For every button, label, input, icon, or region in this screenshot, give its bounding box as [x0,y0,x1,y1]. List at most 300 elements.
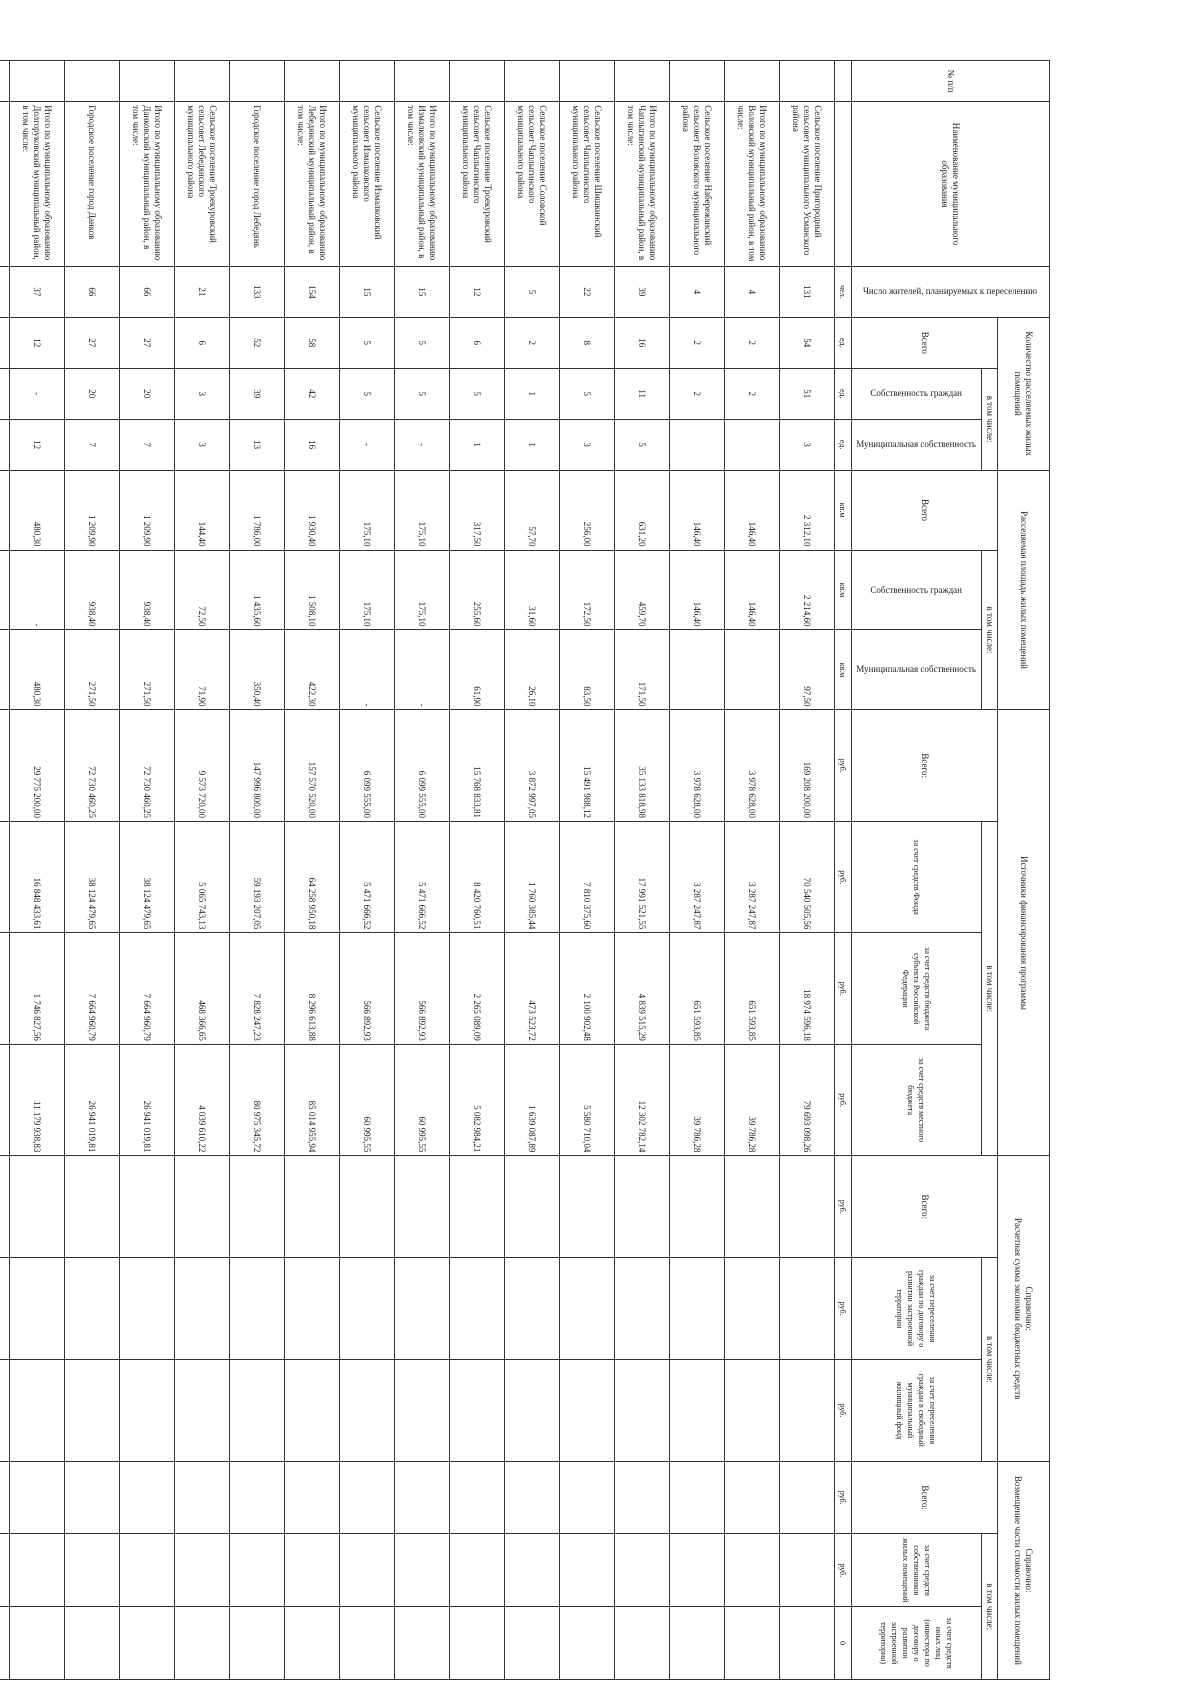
cell-empty [670,1461,725,1534]
count-group-label: Количество расселяемых жилых помещений [1013,331,1035,457]
cell-area-total: 175,10 [395,470,450,550]
area-group-header [998,470,1050,710]
cell-empty [175,1258,230,1360]
cell-empty [175,1534,230,1607]
cell-area-citizens: 146,40 [670,550,725,630]
cell-empty [65,1461,120,1534]
cell-empty [230,61,285,102]
area-inthat-header [982,550,998,710]
cell-citizens: 11 [615,368,670,419]
cell-empty [10,1359,65,1461]
area-citizens-header [852,550,982,630]
ref1-econ2-label: за счет переселения граждан в свободный муниципальный жилищный фонд [895,1373,938,1447]
cell-residents: 131 [780,266,835,317]
cell-citizens [0,368,10,419]
cell-empty [285,1258,340,1360]
cell-empty [175,1461,230,1534]
cell-empty [780,1534,835,1607]
cell-fin-fund: 7 810 375,60 [560,821,615,932]
count-total-header [852,317,998,368]
cell-fin-total: 15 491 988,12 [560,710,615,821]
unit-cell: ед. [835,419,852,470]
cell-total [0,317,10,368]
cell-name: Итого по муниципальному образованию Долгоруковский муниципальный район, в том числе: [10,102,65,267]
cell-municipal: 1 [505,419,560,470]
cell-fin-fund: 3 287 247,87 [670,821,725,932]
cell-area-municipal [670,630,725,710]
cell-empty [560,1258,615,1360]
cell-fin-local: 26 941 019,81 [65,1044,120,1156]
cell-fin-local: 11 179 938,83 [10,1044,65,1156]
cell-citizens: 5 [340,368,395,419]
cell-empty [560,1359,615,1461]
cell-fin-fund: 38 124 479,65 [120,821,175,932]
cell-municipal: - [395,419,450,470]
unit-cell [835,61,852,102]
cell-empty [670,1359,725,1461]
cell-empty [340,1258,395,1360]
cell-empty [65,61,120,102]
cell-area-citizens: - [10,550,65,630]
fin-inthat-label: в том числе: [985,965,995,1013]
cell-total: 5 [340,317,395,368]
cell-area-total: 175,10 [340,470,395,550]
cell-empty [65,1607,120,1680]
count-citizens-header [852,368,982,419]
cell-area-total: 57,70 [505,470,560,550]
cell-residents: 66 [120,266,175,317]
col-residents-header [852,266,1050,317]
cell-area-total: 317,50 [450,470,505,550]
cell-fin-total: 3 978 628,00 [725,710,780,821]
cell-fin-local: 60 995,55 [340,1044,395,1156]
table-rotated-container [21,60,1050,1680]
ref2-comp2-header [852,1607,982,1680]
cell-empty [505,1258,560,1360]
cell-citizens: 39 [230,368,285,419]
cell-municipal: 12 [10,419,65,470]
ref2-inthat-header [982,1534,998,1680]
cell-area-citizens: 175,10 [395,550,450,630]
cell-fin-fund: 5 471 666,52 [395,821,450,932]
ref1-total-label: Всего: [920,1194,930,1220]
cell-fin-local: 79 693 098,26 [780,1044,835,1156]
cell-empty [0,1534,10,1607]
cell-empty [395,1607,450,1680]
cell-fin-subject: 2 265 089,09 [450,933,505,1044]
cell-empty [450,1607,505,1680]
cell-empty [780,1258,835,1360]
count-inthat-header [982,368,998,470]
cell-empty [285,1607,340,1680]
ref1-inthat-label: в том числе: [985,1336,995,1383]
cell-empty [10,1461,65,1534]
resettlement-table [0,60,1050,1680]
cell-empty [505,1461,560,1534]
cell-total: 2 [670,317,725,368]
cell-residents: 154 [285,266,340,317]
cell-fin-subject: 7 664 960,79 [120,933,175,1044]
cell-name: Итого по муниципальному образованию Воловский муниципальный район, в том числе: [725,102,780,267]
cell-fin-total: 35 133 818,98 [615,710,670,821]
ref2-comp2-label: за счет средств иных лиц (инвестора по договору о развитии застроенной территории) [879,1617,954,1669]
cell-total: 12 [10,317,65,368]
cell-fin-local [0,1044,10,1156]
unit-cell: кв.м [835,630,852,710]
cell-fin-total: 72 730 460,25 [120,710,175,821]
cell-empty [0,1359,10,1461]
cell-fin-fund: 5 471 666,52 [340,821,395,932]
cell-empty [340,1607,395,1680]
area-total-label: Всего [920,498,930,522]
cell-empty [780,1156,835,1258]
unit-cell: руб. [835,821,852,932]
cell-empty [395,61,450,102]
cell-municipal: 5 [615,419,670,470]
cell-citizens: 5 [560,368,615,419]
cell-area-total: 146,40 [670,470,725,550]
cell-empty [340,61,395,102]
cell-empty [505,1534,560,1607]
table-row [175,61,230,1680]
cell-empty [395,1534,450,1607]
cell-fin-fund: 17 991 521,55 [615,821,670,932]
cell-municipal: 7 [120,419,175,470]
cell-fin-local: 12 302 782,14 [615,1044,670,1156]
cell-fin-total [0,710,10,821]
cell-empty [670,1156,725,1258]
cell-name: Итого по муниципальному образованию Данковский муниципальный район, в том числе: [120,102,175,267]
unit-cell: ед. [835,368,852,419]
cell-empty [340,1461,395,1534]
cell-empty [120,61,175,102]
cell-empty [65,1156,120,1258]
ref2-total-label: Всего: [920,1485,930,1510]
cell-empty [0,1607,10,1680]
cell-empty [10,61,65,102]
unit-cell: чел. [835,266,852,317]
cell-empty [725,61,780,102]
cell-area-total: 256,00 [560,470,615,550]
cell-fin-subject: 651 593,85 [670,933,725,1044]
cell-residents: 133 [230,266,285,317]
unit-cell: ед. [835,317,852,368]
cell-fin-fund: 1 760 385,44 [505,821,560,932]
unit-cell: руб. [835,1044,852,1156]
cell-empty [450,1258,505,1360]
cell-empty [560,61,615,102]
cell-fin-total: 147 996 800,00 [230,710,285,821]
cell-empty [505,1156,560,1258]
cell-total: 8 [560,317,615,368]
cell-area-municipal: - [395,630,450,710]
cell-empty [725,1359,780,1461]
cell-name: Сельское поселение Шишкинский сельсовет Чаплыгинского муниципального района [560,102,615,267]
cell-fin-local: 26 941 019,81 [120,1044,175,1156]
cell-citizens: 20 [120,368,175,419]
area-municipal-label: Муниципальная собственность [856,664,977,675]
cell-empty [615,1258,670,1360]
cell-citizens: 51 [780,368,835,419]
cell-fin-subject: 651 593,85 [725,933,780,1044]
cell-empty [175,1607,230,1680]
cell-fin-fund: 8 420 760,51 [450,821,505,932]
cell-name: Итого по муниципальному образованию Лебедянский муниципальный район, в том числе: [285,102,340,267]
cell-empty [0,61,10,102]
table-row [615,61,670,1680]
cell-empty [285,1534,340,1607]
ref2-sub-label: Возмещение части стоимости жилых помещений [1013,1475,1024,1665]
cell-name: Итого по муниципальному образованию Измалковский муниципальный район, в том числе: [395,102,450,267]
cell-empty [725,1258,780,1360]
cell-area-total: 1 209,90 [120,470,175,550]
cell-area-citizens: 255,60 [450,550,505,630]
cell-fin-subject: 473 523,72 [505,933,560,1044]
rotated-table-area [21,60,1050,1680]
cell-fin-fund: 64 258 950,18 [285,821,340,932]
cell-area-municipal: 71,90 [175,630,230,710]
cell-fin-total: 15 768 833,81 [450,710,505,821]
cell-name: Городское поселение город Лебедянь [230,102,285,267]
cell-fin-local: 5 082 984,21 [450,1044,505,1156]
cell-name: Итого по муниципальному образованию Чаплыгинский муниципальный район, в том числе: [615,102,670,267]
cell-municipal: 3 [780,419,835,470]
cell-empty [340,1359,395,1461]
count-municipal-header [852,419,982,470]
cell-municipal [725,419,780,470]
cell-area-citizens: 2 214,60 [780,550,835,630]
cell-municipal: 7 [65,419,120,470]
col-no-label: № п/п [946,69,956,93]
cell-area-citizens: 172,50 [560,550,615,630]
table-row [780,61,835,1680]
cell-residents: 4 [670,266,725,317]
unit-cell: кв.м [835,550,852,630]
unit-cell [835,102,852,267]
cell-fin-total: 169 208 200,00 [780,710,835,821]
cell-fin-subject: 8 296 613,88 [285,933,340,1044]
cell-empty [230,1359,285,1461]
cell-empty [450,1359,505,1461]
col-name-label: Наименование муниципального образования [940,122,962,246]
cell-empty [615,1534,670,1607]
ref1-econ2-header [852,1359,982,1461]
cell-empty [10,1607,65,1680]
cell-fin-subject: 468 366,65 [175,933,230,1044]
cell-empty [65,1359,120,1461]
cell-area-total: 1 786,00 [230,470,285,550]
cell-empty [175,1359,230,1461]
table-row [505,61,560,1680]
cell-empty [615,1461,670,1534]
cell-area-total: 2 312,10 [780,470,835,550]
cell-municipal: 3 [560,419,615,470]
cell-municipal: - [340,419,395,470]
cell-area-total: 144,40 [175,470,230,550]
cell-residents: 4 [725,266,780,317]
ref2-total-header [852,1461,998,1534]
cell-citizens: 5 [395,368,450,419]
ref2-inthat-label: в том числе: [985,1583,995,1631]
cell-empty [780,1461,835,1534]
cell-area-municipal: 61,90 [450,630,505,710]
cell-fin-subject: 2 100 902,48 [560,933,615,1044]
area-group-label: Расселяемая площадь жилых помещений [1019,511,1029,669]
cell-area-municipal: 271,50 [65,630,120,710]
cell-fin-subject: 566 892,93 [395,933,450,1044]
table-row [0,61,10,1680]
count-citizens-label: Собственность граждан [870,388,963,399]
cell-total: 2 [725,317,780,368]
fin-total-header [852,710,998,821]
cell-empty [285,1359,340,1461]
cell-total: 2 [505,317,560,368]
ref2-comp1-label: за счет средств собственников жилых помещений [901,1538,932,1603]
cell-fin-fund: 5 065 743,13 [175,821,230,932]
cell-citizens: 3 [175,368,230,419]
cell-empty [615,1156,670,1258]
cell-empty [10,1258,65,1360]
cell-empty [780,1359,835,1461]
cell-fin-local: 85 014 955,94 [285,1044,340,1156]
cell-area-citizens: 459,70 [615,550,670,630]
count-total-label: Всего [920,331,930,354]
cell-empty [120,1258,175,1360]
cell-empty [120,1359,175,1461]
cell-empty [450,61,505,102]
fin-subject-label: за счет средств бюджета субъекта Российской Федерации [901,947,932,1031]
cell-empty [670,1534,725,1607]
cell-empty [450,1461,505,1534]
cell-empty [560,1461,615,1534]
cell-area-total: 480,30 [10,470,65,550]
cell-fin-fund: 38 124 479,65 [65,821,120,932]
cell-empty [670,61,725,102]
cell-fin-subject: 7 828 247,23 [230,933,285,1044]
cell-total: 5 [395,317,450,368]
ref1-econ1-label: за счет переселения граждан по договору о развитии застроенной территории [895,1269,938,1348]
ref2-label: Справочно: [1024,1548,1035,1593]
cell-fin-local: 4 039 610,22 [175,1044,230,1156]
area-inthat-label: в том числе: [985,606,995,654]
cell-empty [615,1607,670,1680]
cell-fin-fund [0,821,10,932]
cell-fin-local: 80 975 345,72 [230,1044,285,1156]
cell-residents: 5 [505,266,560,317]
cell-area-citizens: 1 508,10 [285,550,340,630]
cell-residents: 37 [10,266,65,317]
area-total-header [852,470,998,550]
cell-municipal [0,419,10,470]
cell-residents: 21 [175,266,230,317]
cell-residents: 15 [395,266,450,317]
cell-empty [780,61,835,102]
cell-empty [615,1359,670,1461]
cell-area-total: 631,20 [615,470,670,550]
cell-residents: 15 [340,266,395,317]
cell-municipal: 1 [450,419,505,470]
fin-subject-header [852,933,982,1044]
cell-citizens: 1 [505,368,560,419]
cell-empty [230,1534,285,1607]
cell-empty [340,1156,395,1258]
cell-empty [285,1156,340,1258]
cell-empty [230,1258,285,1360]
cell-fin-fund: 59 193 207,05 [230,821,285,932]
cell-area-total: 1 209,90 [65,470,120,550]
cell-name: Сельское поселение Соловской сельсовет Чаплыгинского муниципального района [505,102,560,267]
cell-empty [395,1258,450,1360]
cell-fin-subject: 1 746 827,56 [10,933,65,1044]
cell-area-total [0,470,10,550]
cell-empty [395,1156,450,1258]
table-row [65,61,120,1680]
cell-empty [505,1607,560,1680]
cell-area-municipal: 97,50 [780,630,835,710]
table-row [725,61,780,1680]
cell-total: 16 [615,317,670,368]
cell-name: Сельское поселение Троекуровский сельсовет Лебедянского муниципального района [175,102,230,267]
cell-area-citizens: 938,40 [120,550,175,630]
cell-area-municipal [0,630,10,710]
cell-fin-total: 3 978 628,00 [670,710,725,821]
cell-fin-local: 5 580 710,04 [560,1044,615,1156]
cell-fin-local: 39 786,28 [670,1044,725,1156]
cell-empty [120,1156,175,1258]
cell-empty [230,1156,285,1258]
cell-fin-local: 1 639 087,89 [505,1044,560,1156]
cell-area-citizens: 72,50 [175,550,230,630]
cell-municipal: 3 [175,419,230,470]
cell-fin-local: 39 786,28 [725,1044,780,1156]
cell-empty [560,1156,615,1258]
cell-area-municipal: 480,30 [10,630,65,710]
cell-municipal: 13 [230,419,285,470]
col-name-header [852,102,1050,267]
cell-empty [10,1156,65,1258]
cell-fin-fund: 16 848 433,61 [10,821,65,932]
cell-municipal: 16 [285,419,340,470]
cell-residents: 12 [450,266,505,317]
cell-area-municipal [725,630,780,710]
cell-empty [560,1534,615,1607]
ref1-header [998,1156,1050,1461]
cell-empty [560,1607,615,1680]
cell-total: 27 [120,317,175,368]
cell-empty [0,1461,10,1534]
cell-citizens: 5 [450,368,505,419]
cell-fin-subject: 7 664 960,79 [65,933,120,1044]
cell-residents [0,266,10,317]
cell-name: Сельское поселение Пригородный сельсовет муниципального Усманского района [780,102,835,267]
cell-citizens: 2 [670,368,725,419]
cell-empty [780,1607,835,1680]
cell-empty [120,1461,175,1534]
cell-name: Городское поселение город Данков [65,102,120,267]
ref1-econ1-header [852,1258,982,1360]
cell-empty [120,1534,175,1607]
cell-empty [450,1534,505,1607]
cell-empty [0,1258,10,1360]
table-row [395,61,450,1680]
cell-area-citizens: 175,10 [340,550,395,630]
cell-empty [505,1359,560,1461]
cell-area-total: 146,40 [725,470,780,550]
cell-area-municipal: 422,30 [285,630,340,710]
cell-residents: 66 [65,266,120,317]
fin-inthat-header [982,821,998,1155]
unit-cell: руб. [835,710,852,821]
